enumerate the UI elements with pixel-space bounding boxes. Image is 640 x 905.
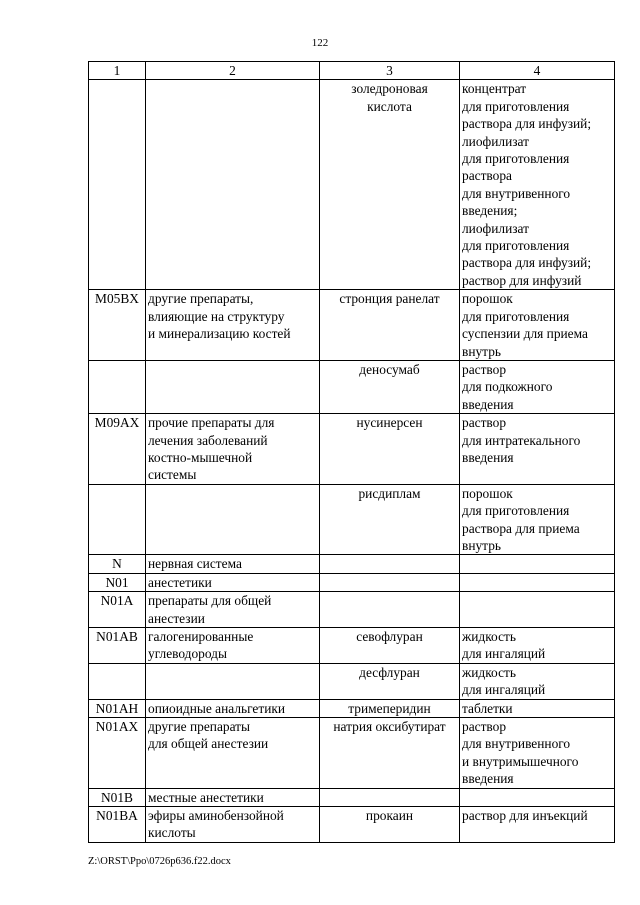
header-col-1: 1: [89, 62, 146, 80]
group-name: прочие препараты для лечения заболеваний костно-мышечной системы: [146, 414, 320, 485]
drug-name: тримеперидин: [320, 699, 460, 717]
drug-table: [88, 61, 615, 843]
drug-name: [320, 573, 460, 591]
group-name: анестетики: [146, 573, 320, 591]
group-name: галогенированные углеводороды: [146, 628, 320, 664]
header-col-4: 4: [460, 62, 615, 80]
table-row: [89, 414, 615, 485]
table-row: [89, 80, 615, 290]
drug-name: [320, 555, 460, 573]
drug-name: золедроновая кислота: [320, 80, 460, 290]
atc-code: [89, 663, 146, 699]
atc-code: N01AX: [89, 718, 146, 789]
dosage-form: [460, 555, 615, 573]
drug-name: севофлуран: [320, 628, 460, 664]
dosage-form: [460, 788, 615, 806]
atc-code: N01A: [89, 592, 146, 628]
dosage-form: [460, 592, 615, 628]
dosage-form: концентрат для приготовления раствора для инфузий; лиофилизат для приготовления раствора для внутривенного введения; лиофилизат для приготовления раствора для инфузий; раствор для инфузий: [460, 80, 615, 290]
atc-code: [89, 484, 146, 555]
table-row: [89, 663, 615, 699]
atc-code: N: [89, 555, 146, 573]
dosage-form: [460, 573, 615, 591]
dosage-form: таблетки: [460, 699, 615, 717]
drug-name: [320, 592, 460, 628]
drug-name: [320, 788, 460, 806]
table-row: [89, 484, 615, 555]
table-row: [89, 788, 615, 806]
drug-name: натрия оксибутират: [320, 718, 460, 789]
dosage-form: порошок для приготовления раствора для приема внутрь: [460, 484, 615, 555]
group-name: [146, 663, 320, 699]
table-row: [89, 628, 615, 664]
table-row: [89, 555, 615, 573]
table-row: [89, 592, 615, 628]
drug-name: стронция ранелат: [320, 290, 460, 361]
group-name: нервная система: [146, 555, 320, 573]
dosage-form: раствор для инъекций: [460, 807, 615, 843]
atc-code: N01BA: [89, 807, 146, 843]
dosage-form: порошок для приготовления суспензии для приема внутрь: [460, 290, 615, 361]
atc-code: N01AH: [89, 699, 146, 717]
drug-name: десфлуран: [320, 663, 460, 699]
table-row: [89, 807, 615, 843]
group-name: другие препараты, влияющие на структуру и минерализацию костей: [146, 290, 320, 361]
atc-code: N01AB: [89, 628, 146, 664]
atc-code: N01B: [89, 788, 146, 806]
drug-name: рисдиплам: [320, 484, 460, 555]
atc-code: M09AX: [89, 414, 146, 485]
drug-name: деносумаб: [320, 360, 460, 413]
dosage-form: раствор для внутривенного и внутримышечного введения: [460, 718, 615, 789]
drug-name: прокаин: [320, 807, 460, 843]
page-number: 122: [311, 37, 329, 49]
table-row: [89, 360, 615, 413]
table-row: [89, 718, 615, 789]
group-name: [146, 484, 320, 555]
group-name: другие препараты для общей анестезии: [146, 718, 320, 789]
dosage-form: раствор для подкожного введения: [460, 360, 615, 413]
group-name: [146, 360, 320, 413]
table-row: [89, 290, 615, 361]
table-header-row: [89, 62, 615, 80]
dosage-form: жидкость для ингаляций: [460, 663, 615, 699]
dosage-form: раствор для интратекального введения: [460, 414, 615, 485]
dosage-form: жидкость для ингаляций: [460, 628, 615, 664]
group-name: [146, 80, 320, 290]
drug-name: нусинерсен: [320, 414, 460, 485]
group-name: местные анестетики: [146, 788, 320, 806]
atc-code: [89, 80, 146, 290]
header-col-2: 2: [146, 62, 320, 80]
footer-file-path: Z:\ORST\Ppo\0726p636.f22.docx: [88, 856, 231, 867]
atc-code: [89, 360, 146, 413]
header-col-3: 3: [320, 62, 460, 80]
atc-code: M05BX: [89, 290, 146, 361]
group-name: препараты для общей анестезии: [146, 592, 320, 628]
table-row: [89, 699, 615, 717]
group-name: опиоидные анальгетики: [146, 699, 320, 717]
table-row: [89, 573, 615, 591]
group-name: эфиры аминобензойной кислоты: [146, 807, 320, 843]
atc-code: N01: [89, 573, 146, 591]
